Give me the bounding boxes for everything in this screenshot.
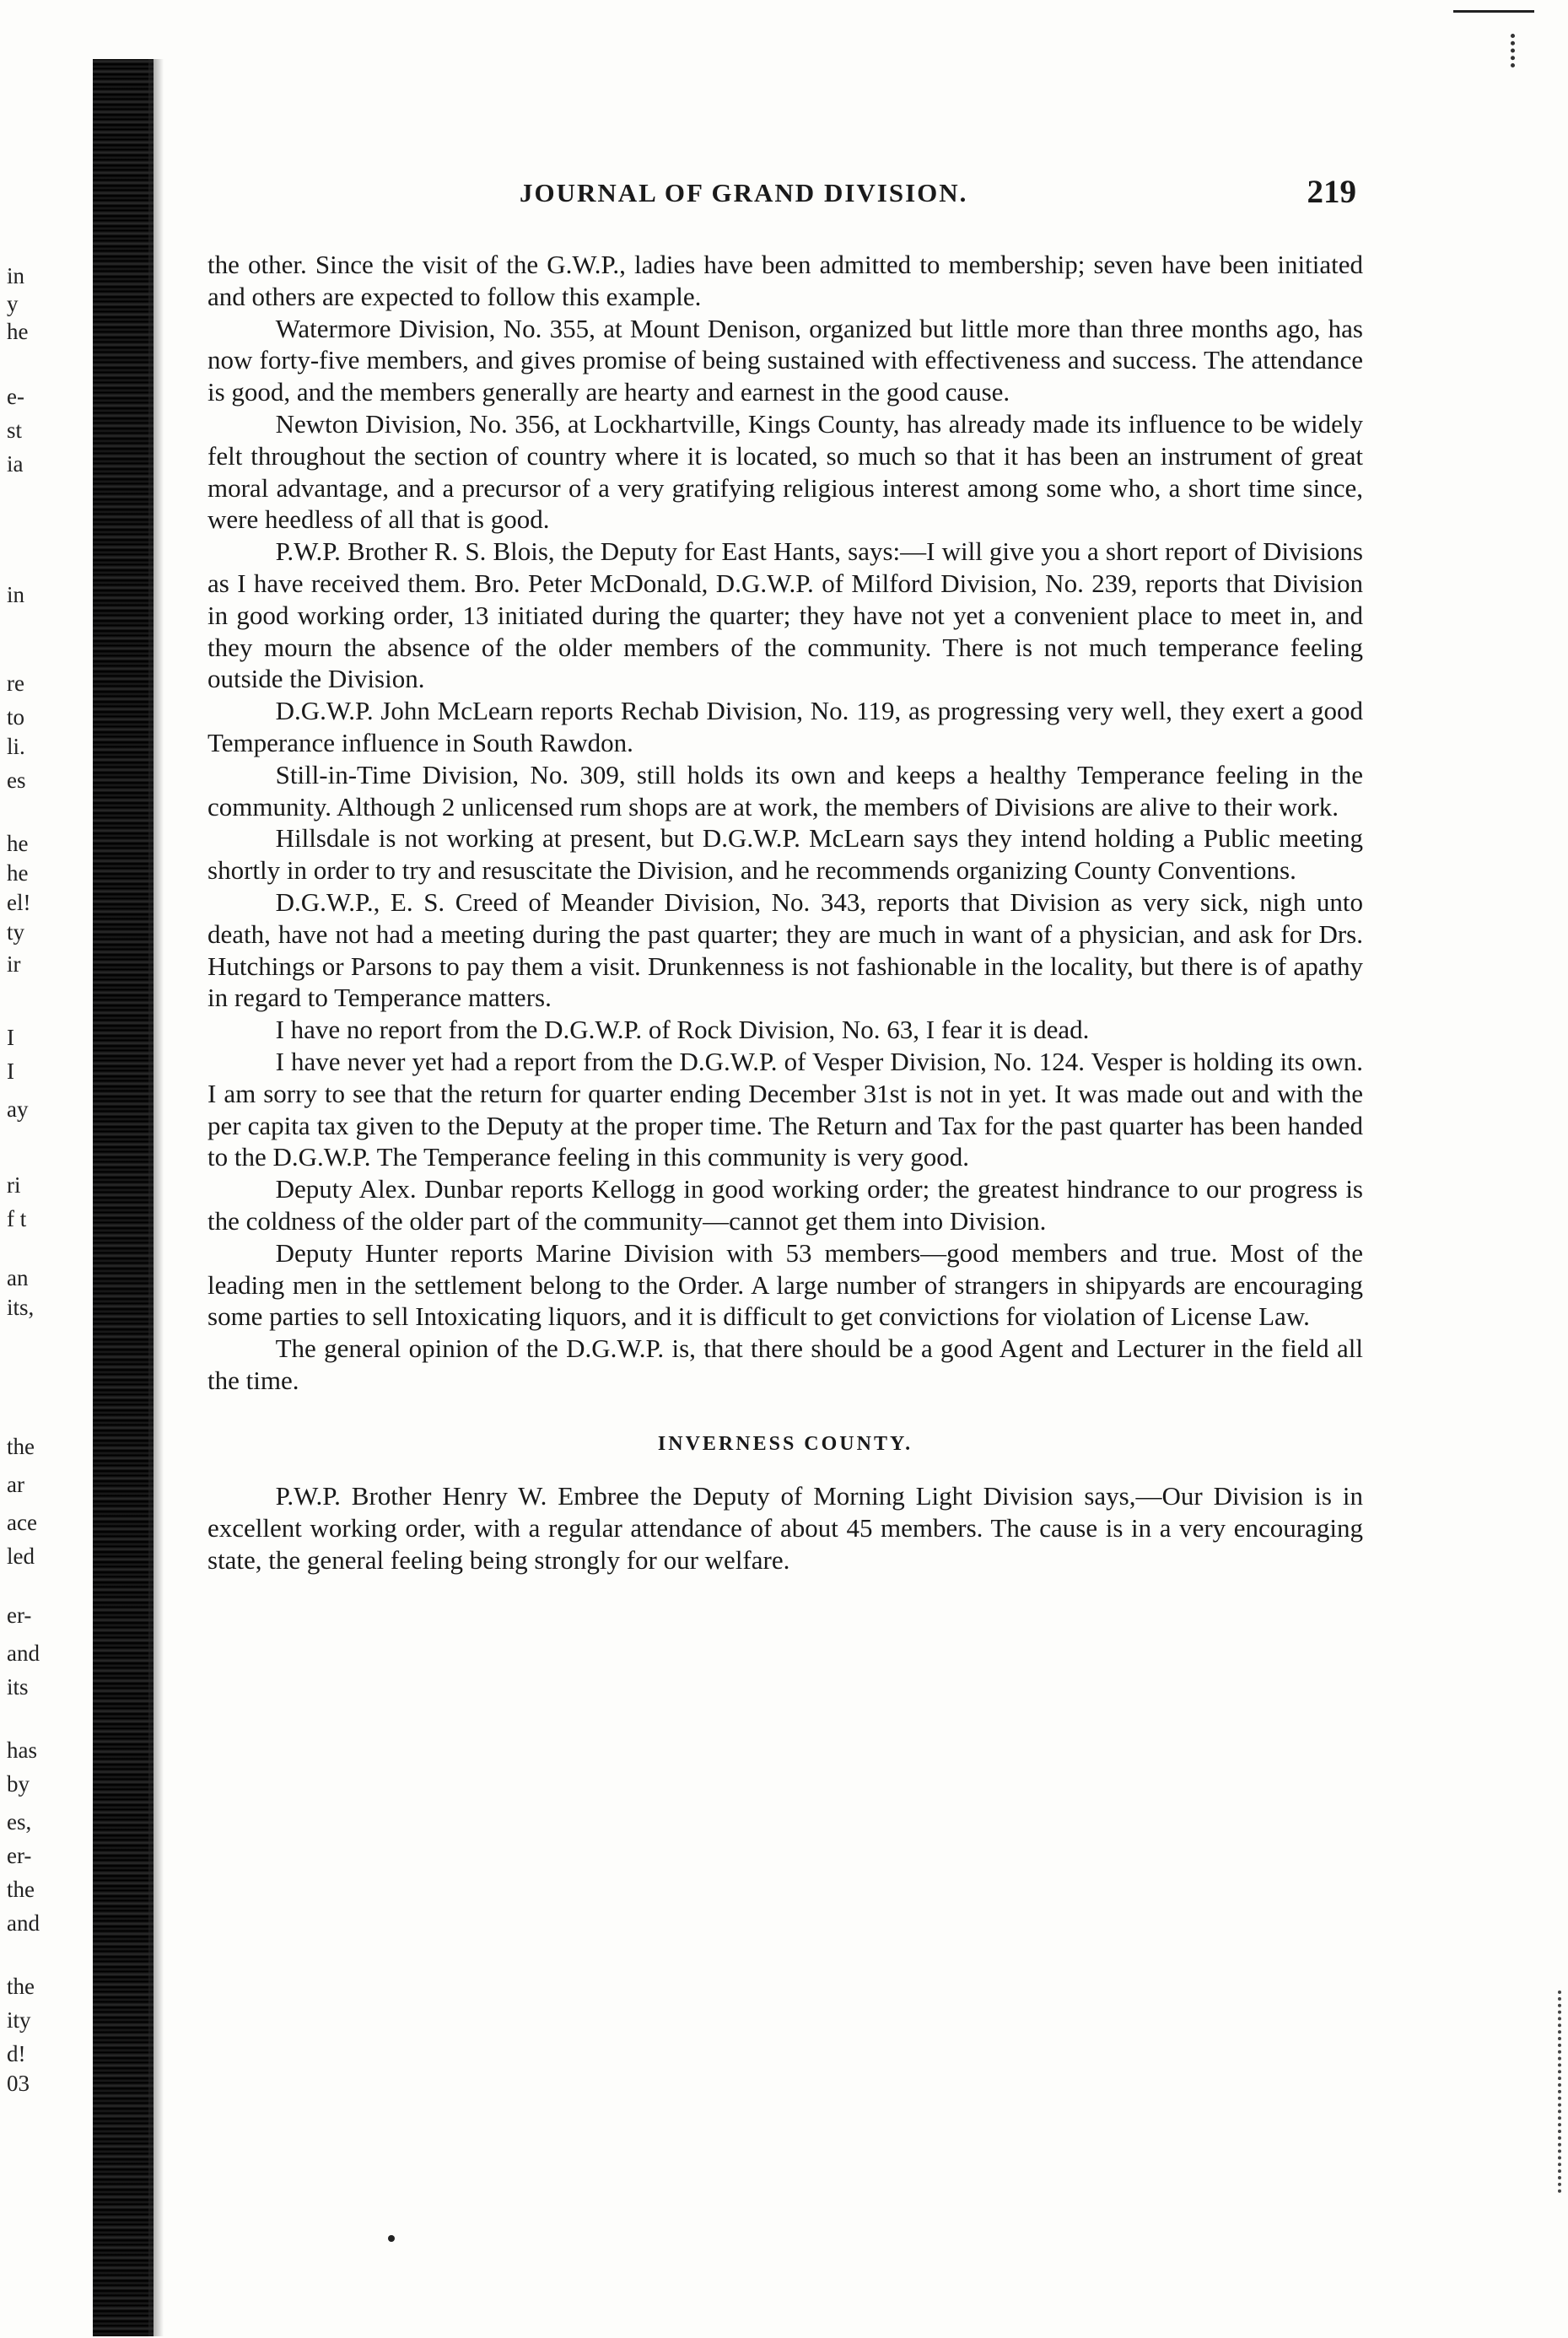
gutter-shadow	[148, 59, 164, 2336]
margin-fragment: led	[7, 1543, 35, 1569]
paragraph: The general opinion of the D.G.W.P. is, that there should be a good Agent and Lecturer in the field all the time.	[207, 1333, 1363, 1395]
margin-fragment: st	[7, 418, 23, 443]
margin-fragment: and	[7, 1640, 40, 1666]
margin-fragment: ar	[7, 1472, 24, 1497]
page-number: 219	[1307, 174, 1356, 210]
facing-page-margin	[0, 0, 97, 2338]
paragraph: P.W.P. Brother Henry W. Embree the Deputy of Morning Light Division says,—Our Division is in excellent working order, with a regular attendance of about 45 members. The cause is in a very encouraging state, the general feeling being strongly for our welfare.	[207, 1481, 1363, 1576]
margin-fragment: its,	[7, 1295, 35, 1320]
printer-mark	[388, 2235, 395, 2242]
margin-fragment: es	[7, 768, 26, 793]
margin-fragment: li.	[7, 734, 25, 759]
paragraph: Newton Division, No. 356, at Lockhartville, Kings County, has already made its influence to be widely felt throughout the section of country where it is located, so much so that it has been an instrument of great moral advantage, and a precursor of a very gratifying religious interest among some who, a short time since, were heedless of all that is good.	[207, 408, 1363, 535]
margin-fragment: f t	[7, 1206, 27, 1231]
paragraph: Hillsdale is not working at present, but D.G.W.P. McLearn says they intend holding a Public meeting shortly in order to try and resuscitate the Division, and he recommends organizing County Conventions.	[207, 823, 1363, 886]
margin-fragment: I	[7, 1059, 14, 1084]
margin-fragment: I	[7, 1025, 14, 1050]
section-heading: INVERNESS COUNTY.	[657, 1432, 913, 1455]
margin-fragment: he	[7, 319, 29, 344]
margin-fragment: 03	[7, 2071, 30, 2096]
margin-fragment: ace	[7, 1510, 37, 1535]
margin-fragment: ay	[7, 1096, 29, 1122]
margin-fragment: has	[7, 1737, 37, 1763]
paragraph: Deputy Hunter reports Marine Division with 53 members—good members and true. Most of the leading men in the settlement belong to the Order. A large number of strangers in shipyards are encouraging some parties to sell Intoxicating liquors, and it is difficult to get convictions for violation of License Law.	[207, 1237, 1363, 1332]
paragraph: Deputy Alex. Dunbar reports Kellogg in good working order; the greatest hindrance to our progress is the coldness of the older part of the community—cannot get them into Division.	[207, 1174, 1363, 1236]
body-text	[207, 249, 1363, 1576]
top-dots	[1511, 34, 1519, 67]
top-rule	[1453, 10, 1534, 13]
paragraph: Watermore Division, No. 355, at Mount Denison, organized but little more than three months ago, has now forty-five members, and gives promise of being sustained with effectiveness and success. The attendance is good, and the members generally are hearty and earnest in the good cause.	[207, 313, 1363, 407]
paragraph: I have no report from the D.G.W.P. of Rock Division, No. 63, I fear it is dead.	[275, 1015, 1090, 1045]
margin-fragment: re	[7, 671, 24, 696]
margin-fragment: its	[7, 1674, 29, 1700]
margin-fragment: er-	[7, 1843, 32, 1868]
page-header	[207, 173, 1363, 224]
paragraph: the other. Since the visit of the G.W.P., ladies have been admitted to membership; seven have been initiated and others are expected to follow this example.	[207, 250, 1363, 311]
margin-fragment: ia	[7, 451, 24, 477]
margin-fragment: y	[7, 291, 19, 316]
margin-fragment: he	[7, 860, 29, 886]
margin-fragment: ir	[7, 951, 21, 977]
margin-fragment: er-	[7, 1603, 32, 1628]
margin-fragment: ity	[7, 2007, 31, 2033]
paragraph: Still-in-Time Division, No. 309, still holds its own and keeps a healthy Temperance feeling in the community. Although 2 unlicensed rum shops are at work, the members of Divisions are alive to their work.	[207, 759, 1363, 822]
binding-gutter	[93, 59, 154, 2336]
right-edge-speckle	[1553, 1991, 1561, 2193]
margin-fragment: an	[7, 1265, 29, 1290]
margin-fragment: the	[7, 1877, 35, 1902]
paragraph: I have never yet had a report from the D.G.W.P. of Vesper Division, No. 124. Vesper is holding its own. I am sorry to see that the return for quarter ending December 31st is not in yet. It was made out and with the per capita tax given to the Deputy at the proper time. The Return and Tax for the past quarter has been handed to the D.G.W.P. The Temperance feeling in this community is very good.	[207, 1046, 1363, 1172]
running-head: JOURNAL OF GRAND DIVISION.	[520, 178, 968, 207]
paragraph: D.G.W.P., E. S. Creed of Meander Division, No. 343, reports that Division as very sick, nigh unto death, have not had a meeting during the past quarter; they are much in want of a physician, and ask for Drs. Hutchings or Parsons to pay them a visit. Drunkenness is not fashionable in the locality, but there is of apathy in regard to Temperance matters.	[207, 886, 1363, 1013]
margin-fragment: by	[7, 1771, 30, 1797]
margin-fragment: and	[7, 1910, 40, 1936]
paragraph: D.G.W.P. John McLearn reports Rechab Division, No. 119, as progressing very well, they exert a good Temperance influence in South Rawdon.	[207, 696, 1363, 757]
margin-fragment: e-	[7, 384, 24, 409]
margin-fragment: the	[7, 1434, 35, 1459]
margin-fragment: d!	[7, 2041, 26, 2066]
margin-fragment: el!	[7, 890, 31, 915]
margin-fragment: ri	[7, 1172, 21, 1198]
margin-fragment: in	[7, 582, 25, 607]
margin-fragment: es,	[7, 1809, 32, 1834]
margin-fragment: he	[7, 831, 29, 856]
margin-fragment: to	[7, 704, 25, 730]
margin-fragment: in	[7, 263, 25, 288]
margin-fragment: ty	[7, 919, 25, 945]
margin-fragment: the	[7, 1974, 35, 1999]
paragraph: P.W.P. Brother R. S. Blois, the Deputy for East Hants, says:—I will give you a short report of Divisions as I have received them. Bro. Peter McDonald, D.G.W.P. of Milford Division, No. 239, reports that Division in good working order, 13 initiated during the quarter; they have not yet a convenient place to meet in, and they mourn the absence of the older members of the community. There is not much temperance feeling outside the Division.	[207, 536, 1363, 694]
